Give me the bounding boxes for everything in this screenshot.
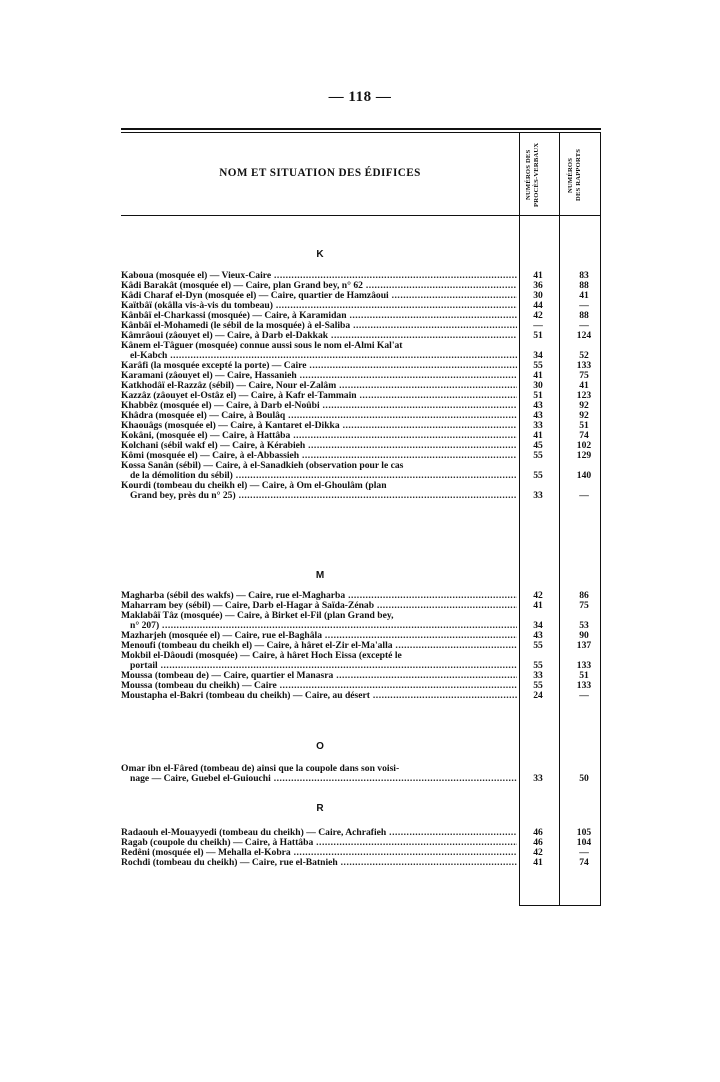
table-row — [121, 621, 601, 631]
table-row — [121, 671, 601, 681]
table-row — [121, 601, 601, 611]
table-row — [121, 311, 601, 321]
entry-text: Kâdi Barakât (mosquée el) — Caire, plan Grand bey, n° 62 ..... — [121, 281, 517, 291]
entry-text: Magharba (sébil des wakfs) — Caire, rue el-Magharba ..... — [121, 591, 517, 601]
section-letter-m: M — [315, 570, 325, 581]
entry-text: Kômi (mosquée el) — Caire, à el-Abbassieh ..... — [121, 451, 517, 461]
rapport-number: 52 — [579, 350, 589, 361]
table-row — [121, 421, 601, 431]
entry-text: Kaïtbâï (okâlla vis-à-vis du tombeau) ..... — [121, 301, 517, 311]
rapport-number: 50 — [579, 773, 589, 784]
rapport-number: 53 — [579, 620, 589, 631]
rapport-number: 124 — [576, 330, 592, 341]
table-row — [121, 661, 601, 671]
header-rule — [121, 215, 601, 216]
table-row — [121, 764, 601, 774]
table-row — [121, 441, 601, 451]
rapport-number: 75 — [579, 600, 589, 611]
section-letter-k: K — [316, 249, 324, 260]
entry-text: nage — Caire, Guebel el-Guiouchi ..... — [130, 774, 517, 784]
header-pv-line1: NUMÉROS DES — [525, 149, 532, 201]
rapport-number: — — [579, 300, 589, 311]
table-row — [121, 381, 601, 391]
rapport-number: 75 — [579, 370, 589, 381]
entry-text: Kolchani (sébil wakf el) — Caire, à Kérabieh ..... — [121, 441, 517, 451]
proces-verbal-number: — — [533, 320, 543, 331]
proces-verbal-number: 24 — [533, 690, 543, 701]
rapport-number: 51 — [579, 670, 589, 681]
rapport-number: 51 — [579, 420, 589, 431]
table-row — [121, 431, 601, 441]
proces-verbal-number: 55 — [533, 680, 543, 691]
table-row — [121, 321, 601, 331]
table-row — [121, 301, 601, 311]
table-row — [121, 281, 601, 291]
entry-text: Grand bey, près du n° 25) ..... — [130, 491, 517, 501]
entry-text: de la démolition du sébil) ..... — [130, 471, 517, 481]
proces-verbal-number: 55 — [533, 450, 543, 461]
entry-text: Katkhodâï el-Razzâz (sébil) — Caire, Nour el-Zalâm ..... — [121, 381, 517, 391]
table-row — [121, 471, 601, 481]
entry-text: portail ..... — [130, 661, 517, 671]
top-rule — [121, 128, 601, 130]
proces-verbal-number: 41 — [533, 430, 543, 441]
proces-verbal-number: 36 — [533, 280, 543, 291]
index-table — [121, 128, 601, 908]
entry-text: Kânbâï el-Mohamedi (le sébil de la mosquée) à el-Saliba ..... — [121, 321, 517, 331]
proces-verbal-number: 34 — [533, 350, 543, 361]
table-row — [121, 291, 601, 301]
rapport-number: 123 — [576, 390, 592, 401]
proces-verbal-number: 44 — [533, 300, 543, 311]
proces-verbal-number: 41 — [533, 600, 543, 611]
entry-text: Kânbâï el-Charkassi (mosquée) — Caire, à Karamidan ..... — [121, 311, 517, 321]
rapport-number: 92 — [579, 400, 589, 411]
entry-text: Kossa Sanân (sébil) — Caire, à el-Sanadkieh (observation pour le cas — [121, 461, 404, 471]
proces-verbal-number: 30 — [533, 380, 543, 391]
entry-text: Maklabâï Tâz (mosquée) — Caire, à Birket el-Fil (plan Grand bey, — [121, 611, 394, 621]
rapport-number: — — [579, 320, 589, 331]
proces-verbal-number: 46 — [533, 837, 543, 848]
entry-text: Moussa (tombeau du cheikh) — Caire ..... — [121, 681, 517, 691]
proces-verbal-number: 55 — [533, 360, 543, 371]
rapport-number: 41 — [579, 380, 589, 391]
table-row — [121, 371, 601, 381]
proces-verbal-number: 46 — [533, 827, 543, 838]
entry-text: Menoufi (tombeau du cheikh el) — Caire, à hâret el-Zir el-Ma'alla ..... — [121, 641, 517, 651]
table-row — [121, 651, 601, 661]
header-rapports — [567, 138, 595, 212]
proces-verbal-number: 43 — [533, 410, 543, 421]
entry-text: Radaouh el-Mouayyedi (tombeau du cheikh) — Caire, Achrafieh ..... — [121, 828, 517, 838]
entry-text: Moustapha el-Bakri (tombeau du cheikh) — Caire, au désert ..... — [121, 691, 517, 701]
proces-verbal-number: 55 — [533, 470, 543, 481]
proces-verbal-number: 51 — [533, 330, 543, 341]
rapport-number: 133 — [576, 680, 592, 691]
column-divider-2 — [559, 132, 560, 905]
entry-text: Kânem el-Tâguer (mosquée) connue aussi sous le nom el-Almi Kal'at — [121, 341, 403, 351]
column-divider-1 — [519, 132, 520, 905]
entry-text: Redêni (mosquée el) — Mehalla el-Kobra ..... — [121, 848, 517, 858]
header-rap-line2: DES RAPPORTS — [575, 148, 582, 202]
rapport-number: 133 — [576, 660, 592, 671]
proces-verbal-number: 55 — [533, 640, 543, 651]
table-row — [121, 341, 601, 351]
table-row — [121, 481, 601, 491]
section-letter-o: O — [316, 741, 324, 752]
table-row — [121, 641, 601, 651]
proces-verbal-number: 55 — [533, 660, 543, 671]
table-row — [121, 271, 601, 281]
entry-text: Moussa (tombeau de) — Caire, quartier el Manasra ..... — [121, 671, 517, 681]
proces-verbal-number: 42 — [533, 590, 543, 601]
table-row — [121, 631, 601, 641]
entry-text: Kourdi (tombeau du cheikh el) — Caire, à Om el-Ghoulâm (plan — [121, 481, 387, 491]
rapport-number: 104 — [576, 837, 592, 848]
entry-text: Kokâni, (mosquée el) — Caire, à Hattâba ..... — [121, 431, 517, 441]
proces-verbal-number: 33 — [533, 420, 543, 431]
top-rule-thin — [121, 132, 601, 133]
rapport-number: 137 — [576, 640, 592, 651]
rapport-number: 74 — [579, 430, 589, 441]
table-row — [121, 491, 601, 501]
rapport-number: 140 — [576, 470, 592, 481]
column-bottom-rule-1 — [519, 905, 560, 906]
rapport-number: 129 — [576, 450, 592, 461]
proces-verbal-number: 30 — [533, 290, 543, 301]
proces-verbal-number: 45 — [533, 440, 543, 451]
entry-text: Rochdi (tombeau du cheikh) — Caire, rue el-Batnieh ..... — [121, 858, 517, 868]
rapport-number: 90 — [579, 630, 589, 641]
entry-text: Khabbêz (mosquée el) — Caire, à Darb el-Noûbi ..... — [121, 401, 517, 411]
entry-text: Mazharjeh (mosquée el) — Caire, rue el-Baghâla ..... — [121, 631, 517, 641]
entry-text: Kaboua (mosquée el) — Vieux-Caire ..... — [121, 271, 517, 281]
header-title: NOM ET SITUATION DES ÉDIFICES — [219, 167, 421, 179]
column-divider-3 — [600, 132, 601, 905]
entry-text: Karamani (zâouyet el) — Caire, Hassanieh ..... — [121, 371, 517, 381]
table-row — [121, 391, 601, 401]
table-row — [121, 828, 601, 838]
entry-text: Kazzâz (zâouyet el-Ostâz el) — Caire, à Kafr el-Tammain ..... — [121, 391, 517, 401]
rapport-number: 88 — [579, 280, 589, 291]
rapport-number: — — [579, 847, 589, 858]
table-row — [121, 591, 601, 601]
table-row — [121, 451, 601, 461]
entry-text: Kâmrâoui (zâouyet el) — Caire, à Darb el-Dakkak ..... — [121, 331, 517, 341]
header-rap-line1: NUMÉROS — [567, 157, 574, 193]
entry-text: el-Kabch ..... — [130, 351, 517, 361]
table-row — [121, 848, 601, 858]
rapport-number: 133 — [576, 360, 592, 371]
page-number: — 118 — — [328, 89, 392, 105]
table-row — [121, 774, 601, 784]
proces-verbal-number: 34 — [533, 620, 543, 631]
entry-text: Maharram bey (sébil) — Caire, Darb el-Hagar à Saïda-Zénab ..... — [121, 601, 517, 611]
table-row — [121, 411, 601, 421]
proces-verbal-number: 42 — [533, 847, 543, 858]
rapport-number: — — [579, 690, 589, 701]
table-row — [121, 611, 601, 621]
rapport-number: — — [579, 490, 589, 501]
section-letter-r: R — [316, 803, 324, 814]
proces-verbal-number: 33 — [533, 670, 543, 681]
rapport-number: 41 — [579, 290, 589, 301]
rapport-number: 92 — [579, 410, 589, 421]
table-row — [121, 838, 601, 848]
entry-text: n° 207) ..... — [130, 621, 517, 631]
proces-verbal-number: 43 — [533, 630, 543, 641]
entry-text: Omar ibn el-Fâred (tombeau de) ainsi que la coupole dans son voisi- — [121, 764, 400, 774]
rapport-number: 102 — [576, 440, 592, 451]
proces-verbal-number: 42 — [533, 310, 543, 321]
table-row — [121, 858, 601, 868]
rapport-number: 105 — [576, 827, 592, 838]
rapport-number: 88 — [579, 310, 589, 321]
table-row — [121, 351, 601, 361]
proces-verbal-number: 33 — [533, 773, 543, 784]
table-row — [121, 401, 601, 411]
entry-text: Kâdi Charaf el-Dyn (mosquée el) — Caire, quartier de Hamzâoui ..... — [121, 291, 517, 301]
rapport-number: 83 — [579, 270, 589, 281]
proces-verbal-number: 43 — [533, 400, 543, 411]
header-pv — [525, 138, 553, 212]
entry-text: Karâfi (la mosquée excepté la porte) — Caire ..... — [121, 361, 517, 371]
proces-verbal-number: 51 — [533, 390, 543, 401]
entry-text: Khaouâgs (mosquée el) — Caire, à Kantaret el-Dikka ..... — [121, 421, 517, 431]
column-bottom-rule-2 — [559, 905, 601, 906]
rapport-number: 74 — [579, 857, 589, 868]
header-pv-line2: PROCÈS-VERBAUX — [533, 142, 540, 208]
entry-text: Mokbil el-Dâoudi (mosquée) — Caire, à hâret Hoch Eissa (excepté le — [121, 651, 402, 661]
table-row — [121, 681, 601, 691]
table-row — [121, 361, 601, 371]
proces-verbal-number: 41 — [533, 270, 543, 281]
table-row — [121, 461, 601, 471]
proces-verbal-number: 41 — [533, 857, 543, 868]
rapport-number: 86 — [579, 590, 589, 601]
table-row — [121, 331, 601, 341]
proces-verbal-number: 33 — [533, 490, 543, 501]
entry-text: Ragab (coupole du cheikh) — Caire, à Hattâba ..... — [121, 838, 517, 848]
proces-verbal-number: 41 — [533, 370, 543, 381]
table-row — [121, 691, 601, 701]
entry-text: Khâdra (mosquée el) — Caire, à Boulâq ..... — [121, 411, 517, 421]
